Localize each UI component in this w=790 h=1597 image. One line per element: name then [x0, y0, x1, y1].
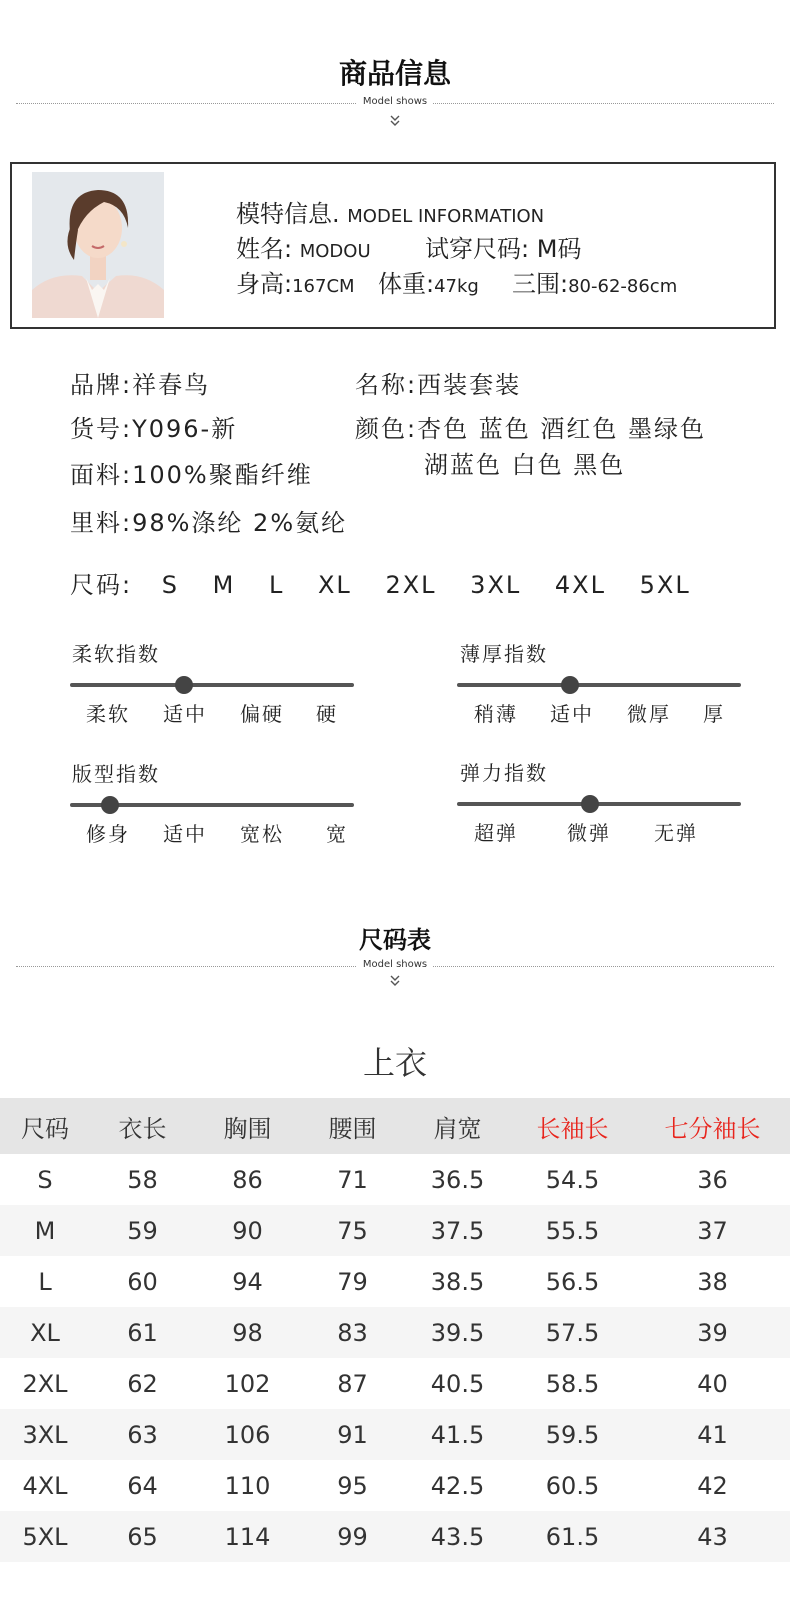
header-waist: 腰围 [300, 1098, 405, 1154]
table-title: 上衣 [362, 1044, 427, 1082]
table-cell: 55.5 [510, 1205, 635, 1256]
size-option: 2XL [385, 571, 437, 599]
size-option: 4XL [554, 571, 606, 599]
table-cell: 91 [300, 1409, 405, 1460]
table-cell: 60 [127, 1267, 158, 1296]
table-cell: 39 [635, 1307, 790, 1358]
size-option: S [161, 571, 179, 599]
table-cell: 42 [697, 1471, 728, 1500]
size-chart-subtitle: Model shows [0, 959, 790, 970]
softness-track [70, 683, 354, 687]
table-cell: 58.5 [545, 1369, 600, 1398]
table-cell: 63 [90, 1409, 195, 1460]
table-cell: 110 [224, 1471, 271, 1500]
attr-fabric: 面料:100%聚酯纤维 [70, 461, 313, 489]
thickness-label: 厚 [703, 702, 725, 726]
table-cell: 62 [127, 1369, 158, 1398]
fit-label: 宽松 [240, 822, 284, 846]
table-cell: 42.5 [430, 1471, 485, 1500]
table-cell: 95 [337, 1471, 368, 1500]
header-size: 尺码 [0, 1098, 90, 1154]
thickness-label: 稍薄 [474, 702, 518, 726]
table-cell: 37 [635, 1205, 790, 1256]
table-cell: 99 [300, 1511, 405, 1562]
thickness-marker [561, 676, 579, 694]
softness-label: 硬 [316, 702, 338, 726]
table-cell: 65 [90, 1511, 195, 1562]
table-cell: 2XL [22, 1369, 68, 1398]
table-cell: 71 [337, 1165, 368, 1194]
table-cell: 37.5 [405, 1205, 510, 1256]
table-cell: 60.5 [545, 1471, 600, 1500]
table-cell: S [37, 1165, 53, 1194]
size-table [0, 1098, 790, 1562]
table-cell: 4XL [22, 1471, 68, 1500]
table-cell: 61 [90, 1307, 195, 1358]
size-chart-title: 尺码表 [359, 926, 431, 954]
model-info-card [10, 162, 776, 329]
table-header-row [0, 1098, 790, 1154]
table-cell: 40.5 [430, 1369, 485, 1398]
table-cell: 39.5 [405, 1307, 510, 1358]
attr-name: 名称:西装套装 [355, 371, 522, 399]
elasticity-label: 无弹 [654, 821, 698, 845]
table-row [0, 1511, 790, 1562]
thickness-label: 微厚 [627, 702, 671, 726]
size-option: L [268, 571, 285, 599]
attr-lining: 里料:98%涤纶 2%氨纶 [70, 509, 348, 537]
elasticity-label: 超弹 [474, 821, 518, 845]
table-cell: 41.5 [405, 1409, 510, 1460]
table-cell: 3XL [0, 1409, 90, 1460]
table-cell: 87 [337, 1369, 368, 1398]
table-cell: M [0, 1205, 90, 1256]
softness-label: 适中 [163, 702, 207, 726]
table-cell: 61.5 [510, 1511, 635, 1562]
model-try-size: 试穿尺码: M码 [425, 235, 582, 263]
table-row [0, 1307, 790, 1358]
table-cell: 86 [232, 1165, 263, 1194]
elasticity-index-title: 弹力指数 [460, 761, 548, 785]
table-cell: L [38, 1267, 52, 1296]
product-info-title: 商品信息 [338, 57, 451, 90]
thickness-label: 适中 [550, 702, 594, 726]
table-row [0, 1256, 790, 1307]
chevron-down-icon [388, 974, 402, 988]
table-cell: 58 [127, 1165, 158, 1194]
table-cell: 64 [127, 1471, 158, 1500]
table-row [0, 1358, 790, 1409]
table-cell: 59.5 [510, 1409, 635, 1460]
table-cell: 40 [697, 1369, 728, 1398]
table-cell: 5XL [0, 1511, 90, 1562]
table-cell: 94 [232, 1267, 263, 1296]
attr-brand: 品牌:祥春鸟 [70, 371, 211, 399]
model-weight: 体重:47kg [378, 270, 479, 298]
table-cell: 90 [195, 1205, 300, 1256]
fit-label: 适中 [163, 822, 207, 846]
table-row [0, 1460, 790, 1511]
table-row [0, 1409, 790, 1460]
table-cell: 102 [224, 1369, 271, 1398]
model-name: 姓名: MODOU [236, 235, 371, 263]
table-cell: 57.5 [510, 1307, 635, 1358]
header-three-quarter-sleeve: 七分袖长 [635, 1098, 790, 1154]
table-cell: 114 [195, 1511, 300, 1562]
elasticity-marker [581, 795, 599, 813]
attr-colors-cont: 湖蓝色 白色 黑色 [424, 451, 626, 479]
table-cell: 83 [300, 1307, 405, 1358]
table-cell: 59 [90, 1205, 195, 1256]
table-row [0, 1205, 790, 1256]
model-photo [32, 172, 164, 318]
size-option: XL [317, 571, 352, 599]
table-cell: 36.5 [430, 1165, 485, 1194]
table-cell: 38 [697, 1267, 728, 1296]
attr-item-no: 货号:Y096-新 [70, 415, 238, 443]
thickness-track [457, 683, 741, 687]
table-cell: 36 [697, 1165, 728, 1194]
size-option: 5XL [639, 571, 691, 599]
thickness-index-title: 薄厚指数 [460, 642, 548, 666]
header-shoulder: 肩宽 [405, 1098, 510, 1154]
table-cell: 75 [300, 1205, 405, 1256]
table-row [0, 1154, 790, 1205]
softness-label: 柔软 [86, 702, 130, 726]
table-cell: 43.5 [405, 1511, 510, 1562]
table-cell: XL [0, 1307, 90, 1358]
model-height: 身高:167CM [236, 270, 355, 298]
table-cell: 54.5 [545, 1165, 600, 1194]
table-cell: 79 [337, 1267, 368, 1296]
attr-sizes: 尺码: S M L XL 2XL 3XL 4XL 5XL [70, 571, 691, 599]
header-length: 衣长 [90, 1098, 195, 1154]
table-cell: 43 [635, 1511, 790, 1562]
table-cell: 38.5 [430, 1267, 485, 1296]
fit-marker [101, 796, 119, 814]
table-cell: 98 [195, 1307, 300, 1358]
table-cell: 56.5 [545, 1267, 600, 1296]
elasticity-track [457, 802, 741, 806]
softness-label: 偏硬 [240, 702, 284, 726]
table-cell: 41 [635, 1409, 790, 1460]
fit-label: 修身 [86, 822, 130, 846]
chevron-down-icon [388, 114, 402, 128]
product-info-subtitle: Model shows [0, 96, 790, 107]
attr-colors: 颜色:杏色 蓝色 酒红色 墨绿色 [355, 415, 706, 443]
table-cell: 106 [195, 1409, 300, 1460]
model-measurements: 三围:80-62-86cm [512, 270, 678, 298]
fit-label: 宽 [326, 822, 348, 846]
size-option: M [212, 571, 236, 599]
softness-index-title: 柔软指数 [72, 642, 160, 666]
fit-index-title: 版型指数 [72, 762, 160, 786]
header-bust: 胸围 [195, 1098, 300, 1154]
size-option: 3XL [470, 571, 522, 599]
elasticity-label: 微弹 [567, 821, 611, 845]
softness-marker [175, 676, 193, 694]
header-long-sleeve: 长袖长 [510, 1098, 635, 1154]
model-heading: 模特信息. MODEL INFORMATION [236, 200, 545, 228]
